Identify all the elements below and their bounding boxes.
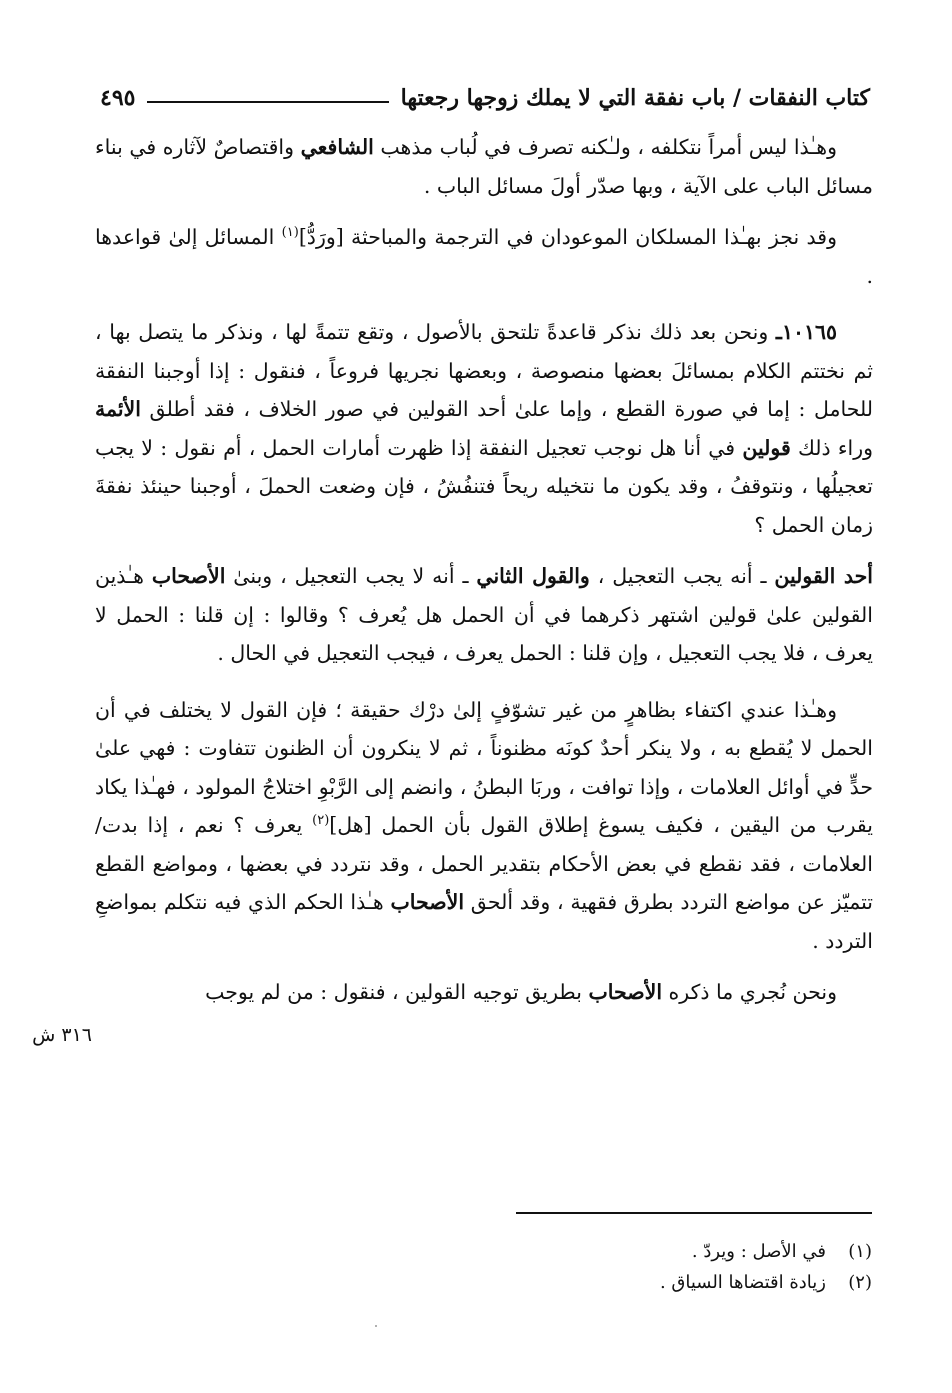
header-title: كتاب النفقات / باب نفقة التي لا يملك زوجها رجعتها (400, 85, 870, 111)
margin-manuscript-ref: ٣١٦ ش (32, 1024, 92, 1046)
paragraph-6 (95, 973, 873, 1012)
main-text (95, 128, 873, 1025)
bold-term: الأصحاب (151, 564, 226, 588)
paragraph-text: وهـٰذا ليس أمراً نتكلفه ، ولـٰكنه تصرف في لُباب مذهب (373, 135, 837, 159)
section-number: ١٠١٦٥ـ (775, 320, 837, 344)
bold-term: الأصحاب (588, 980, 663, 1004)
footnote-text: في الأصل : ويردّ . (691, 1241, 826, 1262)
footnote-text: زيادة اقتضاها السياق . (659, 1272, 826, 1293)
bold-term: الشافعي (300, 135, 374, 159)
paragraph-text: يعرف ؟ نعم ، إذا بدت/ العلامات ، فقد نقطع في بعض الأحكام بتقدير الحمل ، وقد نتردد في بعضها ، ومواضع القطع تتميّز عن مواضع التردد بطرق فقهية ، وقد ألحق (95, 813, 873, 914)
paragraph-text: بطريق توجيه القولين ، فنقول : من لم يوجب (205, 980, 589, 1004)
footnote-separator (516, 1212, 872, 1214)
paragraph-5 (95, 691, 873, 961)
footnote-number: (٢) (848, 1272, 872, 1293)
bold-term: أحد القولين (774, 564, 873, 588)
footnote-ref: (١) (281, 225, 299, 241)
bold-term: قولين (742, 435, 791, 460)
paragraph-text: وراء ذلك (790, 435, 874, 460)
bold-term: الأئمة (95, 397, 141, 421)
paragraph-text: في أنا هل نوجب تعجيل النفقة إذا ظهرت أمارات الحمل ، أم نقول : لا يجب تعجيلُها ، ونتوقفُ ، وقد يكون ما نتخيله ريحاً فتنفُشُ ، فإن وضعت الحملَ ، أوجبنا حينئذ نفقةَ زمان الحمل ؟ (95, 435, 873, 537)
paragraph-2 (95, 218, 873, 295)
footnote-item (172, 1267, 872, 1298)
paragraph-text: ـ أنه يجب التعجيل ، (589, 564, 775, 588)
paragraph-text: ونحن نُجري ما ذكره (662, 980, 837, 1004)
paragraph-text: وقد نجز بهـٰذا المسلكان الموعودان في الترجمة والمباحثة [ورَدُّ] (298, 225, 837, 249)
running-header (100, 78, 870, 118)
footnote-ref: (٢) (312, 813, 330, 829)
paragraph-text: المسائل إلىٰ قواعدها . (95, 225, 873, 288)
scan-speck (375, 1325, 377, 1327)
paragraph-1 (95, 128, 873, 205)
paragraph-text: ـ أنه لا يجب التعجيل ، وبنىٰ (225, 564, 477, 588)
footnotes (172, 1236, 872, 1298)
paragraph-3 (95, 313, 873, 544)
footnote-number: (١) (848, 1241, 872, 1262)
paragraph-text: وهـٰذا عندي اكتفاء بظاهرٍ من غير تشوّفٍ إلىٰ درْك حقيقة ؛ فإن القول لا يختلف في أن الحمل لا يُقطع به ، ولا ينكر أحدٌ كونَه مظنوناً ، ثم لا ينكرون أن الظنون تتفاوت : فهي علىٰ حدٍّ في أوائل العلامات ، وإذا توافت ، وربَا البطنُ ، وانضم إلى الرَّبْوِ اختلاجُ المولود ، فهـٰذا يكاد يقرب من اليقين ، فكيف يسوغ إطلاق القول بأن الحمل [هل] (95, 697, 873, 837)
bold-term: والقول الثاني (476, 564, 590, 588)
page-number: ٤٩٥ (100, 85, 136, 111)
footnote-item (172, 1236, 872, 1267)
paragraph-text: هـٰذين القولين علىٰ قولين اشتهر ذكرهما في أن الحمل هل يُعرف ؟ وقالوا : إن قلنا : الحمل لا يعرف ، فلا يجب التعجيل ، وإن قلنا : الحمل يعرف ، فيجب التعجيل في الحال . (95, 564, 873, 665)
paragraph-4 (95, 557, 873, 673)
paragraph-text: هـٰذا الحكم الذي فيه نتكلم بمواضعِ التردد . (95, 890, 873, 953)
bold-term: الأصحاب (390, 890, 465, 914)
paragraph-text: ونحن بعد ذلك نذكر قاعدةً تلتحق بالأصول ، وتقع تتمةً لها ، ونذكر ما يتصل بها ، ثم نختتم الكلام بمسائلَ بعضها منصوصة ، وبعضها نجريها فروعاً ، فنقول : إذا أوجبنا النفقة للحامل : إما في صورة القطع ، وإما علىٰ أحد القولين في صور الخلاف ، فقد أطلق (95, 320, 873, 421)
header-rule (147, 101, 388, 103)
paragraph-text: واقتصاصٌ لآثاره في بناء مسائل الباب على الآية ، وبها صدّر أولَ مسائل الباب . (95, 135, 873, 198)
